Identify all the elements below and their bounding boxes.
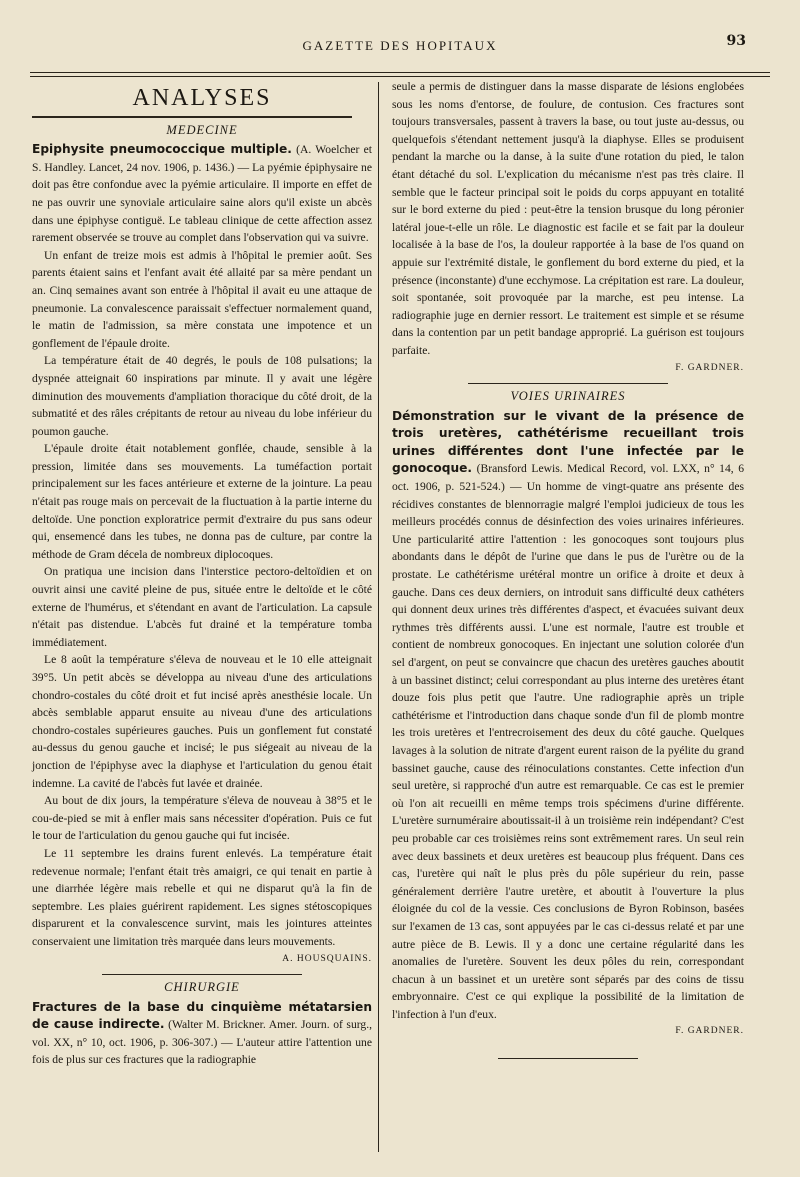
article-title: Démonstration sur le vivant de la présence de trois uretères, cathétérisme recueillant trois urines différentes dont l'une infectée par le gonocoque. [392,408,744,476]
article-intro [32,141,372,247]
article-paragraph: Un homme de vingt-quatre ans présente des récidives constantes de blennorragie malgré l'emploi judicieux de tous les meilleurs procédés connus de désinfection des voies urinaires inférieures. Une particularité attire l'attention : les gonocoques sont toujours plus abondants dans le dépôt de l'urine que dans le pus de l'urètre ou de la prostate. Le cathétérisme urétéral montre un orifice à droite et deux à gauche. Dans ces deux derniers, on introduit sans difficulté deux cathéters qui donnent deux urines très différentes d'aspect, et évacuées suivant deux rythmes très différents aussi. L'une est normale, l'autre est trouble et contient de nombreux gonocoques. En injectant une solution colorée d'un sel d'argent, on peut se convaincre que chacun des uretères gauches aboutit à un bassinet distinct; celui correspondant au plus interne des uretères étant douze fois plus petit que l'autre. Une radiographie après un triple cathétérisme et l'introduction dans chaque sonde d'un fil de plomb montre les trois uretères et l'entrecroisement des deux du côté gauche. Quelques lavages à la solution de nitrate d'argent eurent raison de la pyélite du grand bassinet gauche, cause des réinoculations constantes. Cette infection d'un seul uretère, si rapproché d'un autre est remarquable. Ce cas est le premier où l'on ait recueilli en même temps trois spécimens d'urine différente. L'uretère surnuméraire aboutissait-il à un troisième rein indépendant? C'est peu probable car ces troisièmes reins sont extrêmement rares. Un seul rein avec deux bassinets et deux uretères est beaucoup plus fréquent. Dans ces cas, l'uretère qui naît le plus près du pôle supérieur du rein, passe généralement derrière l'autre uretère, et aboutit à l'ouverture la plus éloignée du col de la vessie. Ces conclusions de Byron Robinson, basées sur l'examen de 13 cas, sont appuyées par le cas ci-dessus relaté et par une autre pièce de B. Lewis. Il y a donc une certaine régularité dans les anomalies de l'uretère. Souvent les deux pôles du rein, correspondant chacun à un bassinet et un uretère sont séparés par des coins de tissu embryonnaire. C'est ce qui explique la possibilité de la limitation de l'infection à l'un d'eux. [392,480,744,1021]
section-title: ANALYSES [132,85,272,111]
column-divider [378,82,379,1152]
right-column [392,78,744,1067]
section-heading-chirurgie: CHIRURGIE [164,980,240,995]
running-title: GAZETTE DES HOPITAUX [302,38,498,53]
article-paragraph: Le 8 août la température s'éleva de nouveau et le 10 elle atteignait 39°5. Un petit abcès se développa au niveau d'une des articulations chondro-costales du côté droit et fut incisé après anesthésie locale. Un abcès semblable apparut ensuite au niveau d'une des articulations chondro-costales supérieures gauches. Puis un gonflement fut constaté au-dessus du genou gauche et incisé; le pus siégeait au niveau de la jonction de l'épiphyse avec la diaphyse et l'articulation du genou était indemne. La cavité de l'abcès fut lavée et drainée. [32,653,372,790]
article-title: Fractures de la base du cinquième métatarsien de cause indirecte. [32,999,372,1032]
title-rule [32,116,352,118]
section-heading-voies-urinaires: VOIES URINAIRES [510,389,626,404]
author-signature: F. GARDNER. [675,362,744,373]
left-column [32,84,372,1069]
article-paragraph: Le 11 septembre les drains furent enlevés. La température était redevenue normale; l'enfant était très amaigri, ce qui tenait en partie à une diarrhée légère mais rebelle et qui ne disparut qu'à la fin de septembre. Les plaies guérirent rapidement. Les signes stétoscopiques disparurent et la convalescence survint, mais les jointures atteintes conservaient une limitation très marquée dans leurs mouvements. [32,846,372,948]
article-paragraph: La température était de 40 degrés, le pouls de 108 pulsations; la dyspnée atteignait 60 inspirations par minute. Il y avait une légère diminution des mouvements d'ampliation thoracique du côté droit, de la submatité et des râles crépitants de retour au niveau du lobe inférieur du poumon gauche. [32,354,372,438]
article-title: Epiphysite pneumococcique multiple. [32,142,292,157]
article-paragraph: La pyémie épiphysaire ne doit pas être confondue avec la pyémie articulaire. Il importe en effet de ne pas ouvrir une synoviale articulaire saine alors qu'il existe un abcès dans une épiphyse contiguë. Le tableau clinique de cette affection assez rarement observée se trouve au complet dans l'observation qui va suivre. [32,160,372,245]
article-citation: (A. Woelcher et S. Handley. Lancet, 24 nov. 1906, p. 1436.) — [32,143,373,174]
article-paragraph: Un enfant de treize mois est admis à l'hôpital le premier août. Ses parents étaient sains et l'enfant avait été allaité par sa mère pendant un an. Cinq semaines avant son entrée à l'hôpital il avait eu une attaque de pneumonie. La convalescence paraissait s'effectuer normalement quand, le matin de l'admission, sa mère constata une impotence et un gonflement de l'épaule droite. [32,248,372,350]
author-signature: A. HOUSQUAINS. [282,953,372,964]
article-paragraph: L'épaule droite était notablement gonflée, chaude, sensible à la pression, limitée dans ses mouvements. La tuméfaction portait principalement sur les faces antérieure et externe de la jointure. La peau n'était pas rouge mais on percevait de la fluctuation à la partie interne du deltoïde. Une ponction exploratrice permit d'extraire du pus sans odeur qui, ensemencé dans les tubes, ne donna pas de culture, par contre la méthode de Gram décela de nombreux diplocoques. [32,442,372,561]
page-number: 93 [726,33,746,49]
section-rule [468,383,668,384]
article-paragraph: seule a permis de distinguer dans la masse disparate de lésions englobées sous les noms d'entorse, de foulure, de contusion. Ces fractures sont toujours transversales, passent à travers la base, ou tout juste au-dessus, ou quelquefois s'étendant nettement jusqu'à la diaphyse. Elles se produisent pendant la marche ou la danse, à la suite d'une rotation du pied, le talon étant détaché du sol. L'explication du mécanisme n'est pas très claire. Il semble que le facteur principal soit le poids du corps appuyant en totalité sur le bord externe du pied : peut-être la tension brusque du long péronier latéral joue-t-elle un rôle. Le diagnostic est facile et se fait par la douleur localisée à la base de l'os, la douleur rapportée à la base de l'os quand on appuie sur l'extrémité distale, le gonflement du bord externe du pied, et la présence (inconstante) d'une ecchymose. La crépitation est rare. La douleur, soit spontanée, soit provoquée par la marche, est peu intense. La radiographie juge en dernier ressort. Le traitement est simple et se résume dans la contention par un petit bandage approprié. La guérison est toujours parfaite. [392,80,744,357]
section-heading-medecine: MEDECINE [166,122,238,137]
header-rule-second [30,76,770,77]
author-signature: F. GARDNER. [675,1026,744,1037]
header-rule [30,72,770,73]
article-paragraph: L'auteur attire l'attention une fois de plus sur ces fractures que la radiographie [32,1035,372,1067]
article-citation: (Walter M. Brickner. Amer. Journ. of surg., vol. XX, n° 10, oct. 1906, p. 306-307.) — [32,1018,372,1049]
section-rule [102,974,302,975]
article-paragraph: On pratiqua une incision dans l'interstice pectoro-deltoïdien et on ouvrit ainsi une cavité pleine de pus, située entre le deltoïde et le côté externe de l'humérus, et s'étendant en avant de l'articulation. La capsule n'était pas distendue. L'abcès fut drainé et la température tomba immédiatement. [32,565,372,649]
end-ornament [392,1049,744,1067]
article-citation: (Bransford Lewis. Medical Record, vol. LXX, n° 14, 6 oct. 1906, p. 521-524.) — [392,462,744,494]
article-intro [32,999,372,1069]
article-intro [392,408,744,1024]
article-paragraph: Au bout de dix jours, la température s'éleva de nouveau à 38°5 et le cou-de-pied se mit à enfler mais sans nécessiter d'opération. Puis ce fut le tour de l'articulation du genou gauche qui fut incisée. [32,794,372,843]
